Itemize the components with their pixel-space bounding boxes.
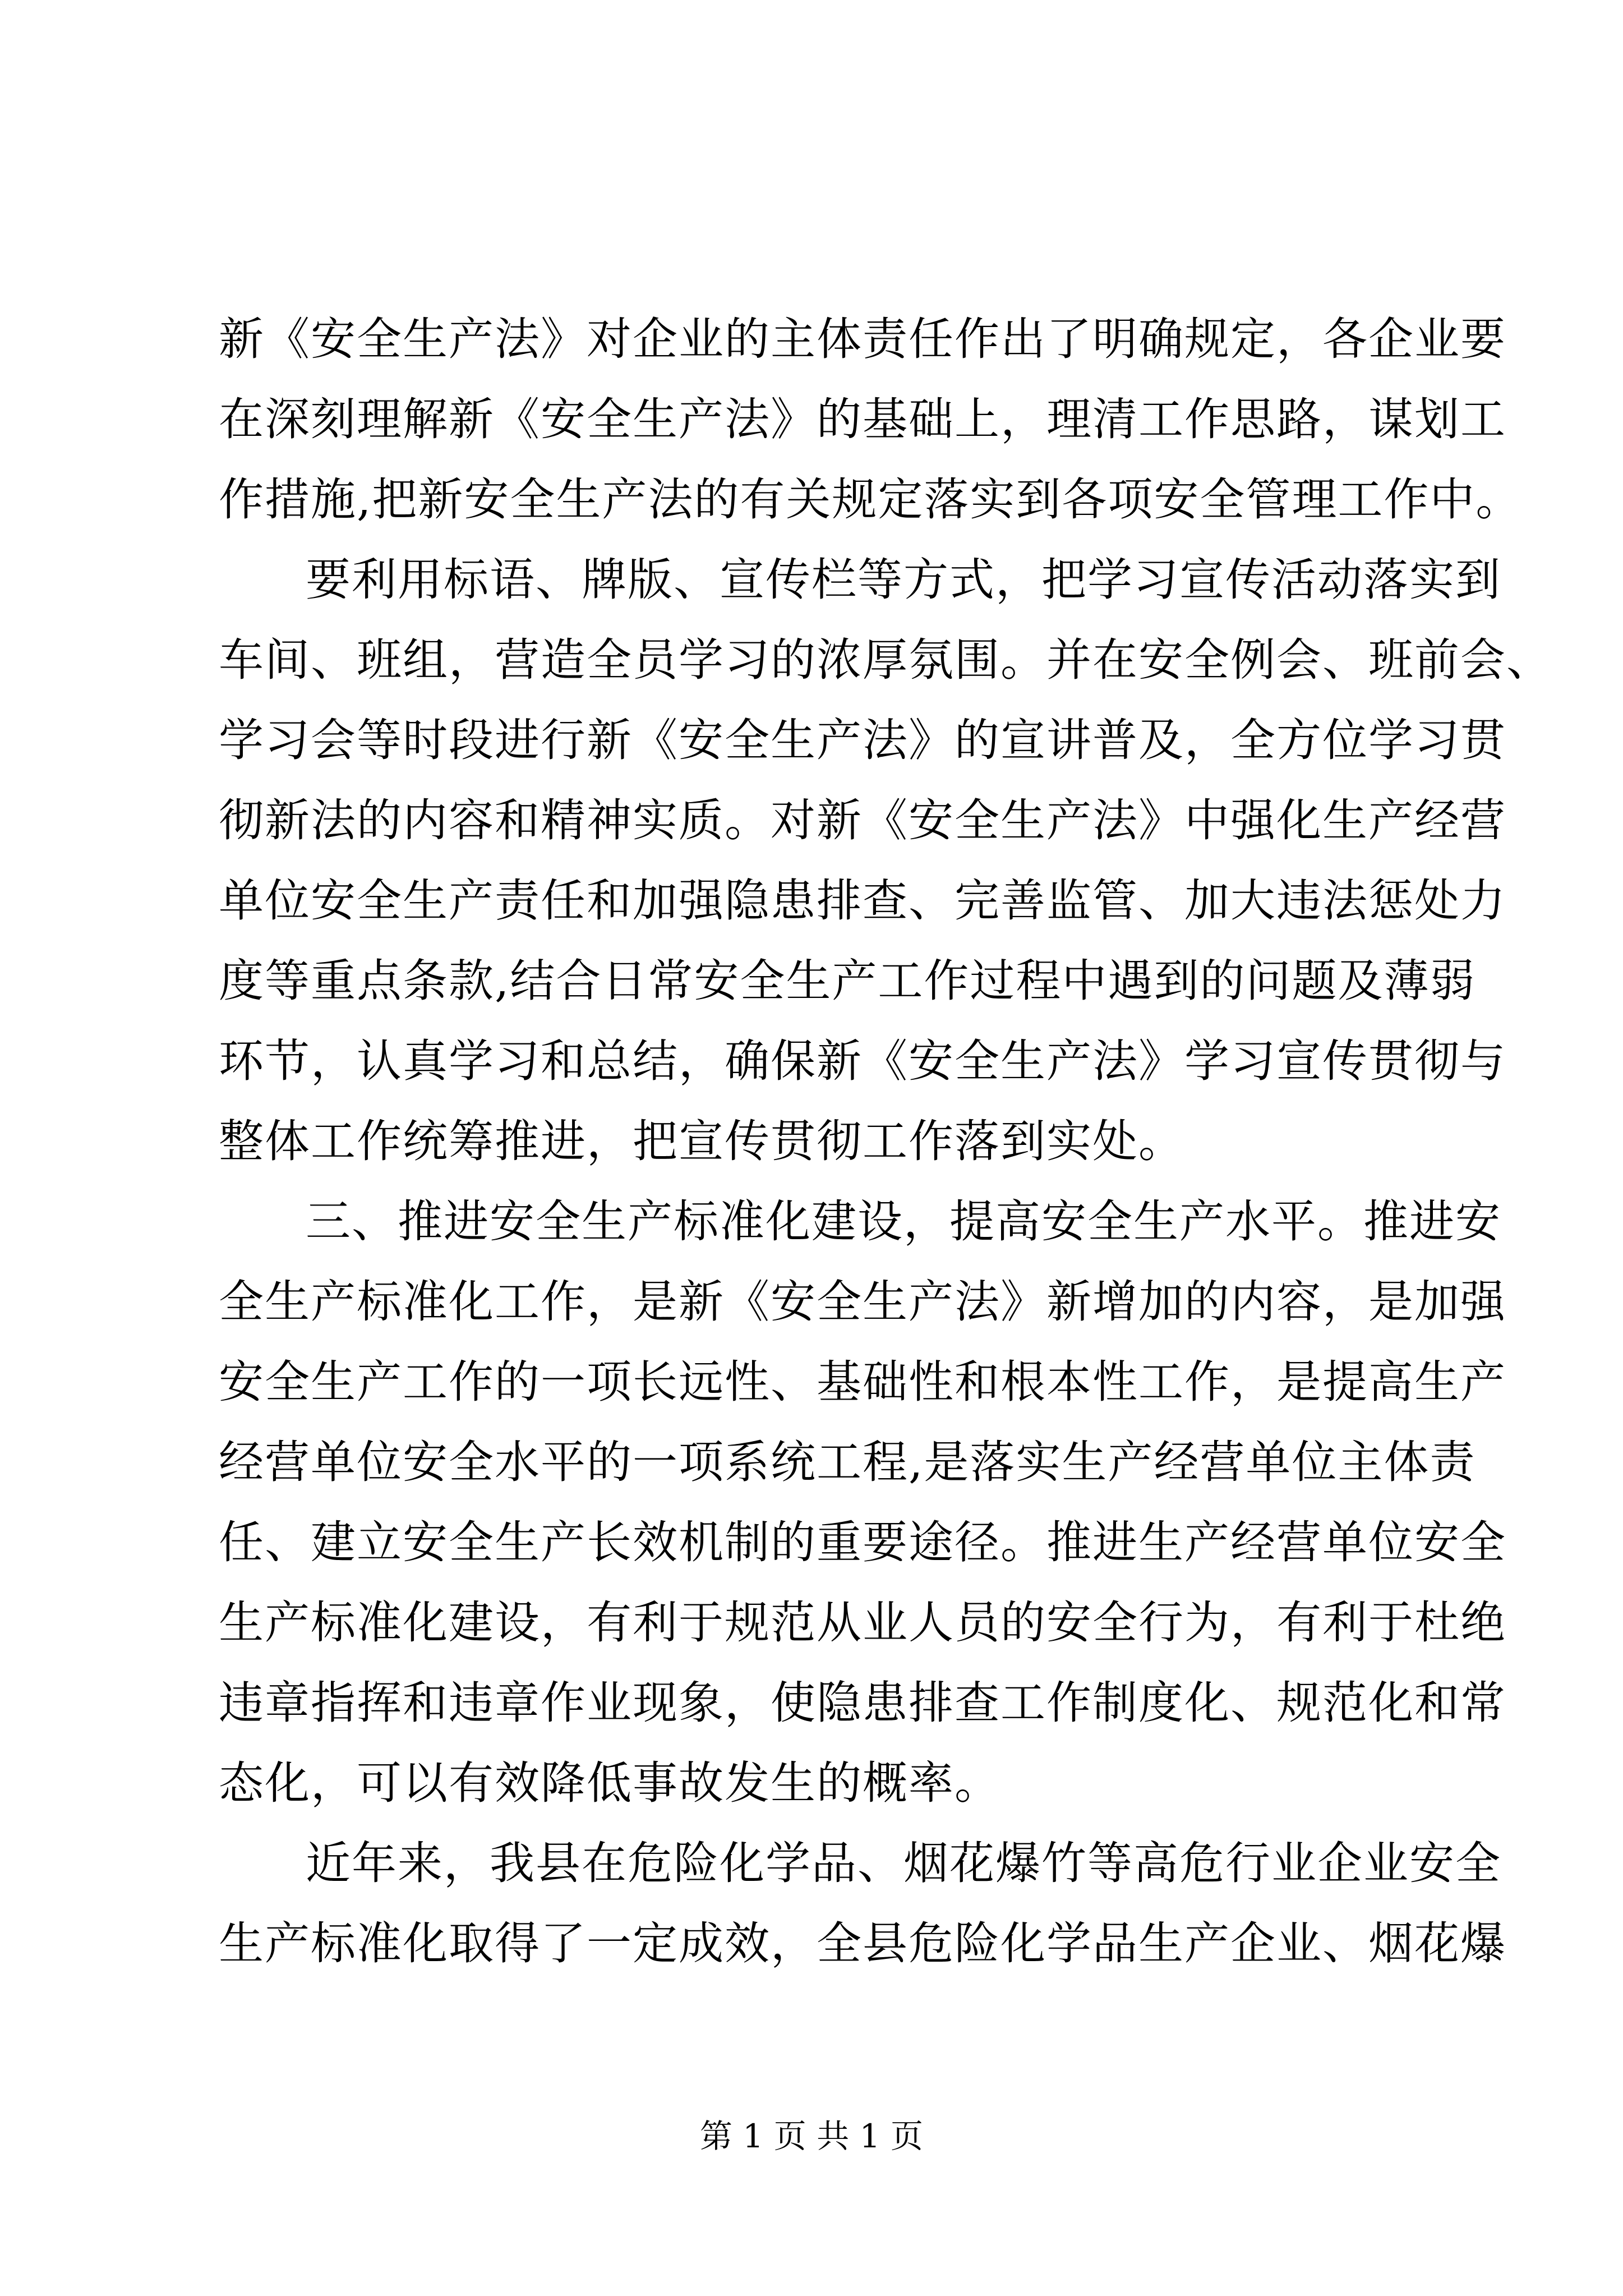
page-number-footer: 第 1 页 共 1 页 [700,2117,923,2155]
text-line: 任、建立安全生产长效机制的重要途径。推进生产经营单位安全 [219,1516,1506,1568]
text-line: 态化，可以有效降低事故发生的概率。 [219,1757,1000,1809]
text-line: 生产标准化取得了一定成效，全县危险化学品生产企业、烟花爆 [219,1917,1506,1970]
text-line: 在深刻理解新《安全生产法》的基础上，理清工作思路，谋划工 [219,393,1506,445]
paragraph-start-line: 三、推进安全生产标准化建设，提高安全生产水平。推进安 [306,1195,1501,1248]
text-line: 经营单位安全水平的一项系统工程,是落实生产经营单位主体责 [219,1436,1476,1488]
text-line: 生产标准化建设，有利于规范从业人员的安全行为，有利于杜绝 [219,1596,1506,1649]
text-line: 单位安全生产责任和加强隐患排查、完善监管、加大违法惩处力 [219,875,1506,927]
text-line: 新《安全生产法》对企业的主体责任作出了明确规定，各企业要 [219,313,1506,365]
paragraph-start-line: 要利用标语、牌版、宣传栏等方式，把学习宣传活动落实到 [306,554,1501,606]
text-line: 违章指挥和违章作业现象，使隐患排查工作制度化、规范化和常 [219,1677,1506,1729]
paragraph-start-line: 近年来，我县在危险化学品、烟花爆竹等高危行业企业安全 [306,1837,1501,1889]
text-line: 整体工作统筹推进，把宣传贯彻工作落到实处。 [219,1115,1184,1167]
text-line: 度等重点条款,结合日常安全生产工作过程中遇到的问题及薄弱 [219,955,1476,1007]
text-line: 安全生产工作的一项长远性、基础性和根本性工作，是提高生产 [219,1356,1506,1408]
text-line: 彻新法的内容和精神实质。对新《安全生产法》中强化生产经营 [219,794,1506,846]
text-line: 作措施,把新安全生产法的有关规定落实到各项安全管理工作中。 [219,473,1522,526]
text-line: 环节，认真学习和总结，确保新《安全生产法》学习宣传贯彻与 [219,1035,1506,1087]
text-line: 学习会等时段进行新《安全生产法》的宣讲普及，全方位学习贯 [219,714,1506,766]
text-line: 车间、班组，营造全员学习的浓厚氛围。并在安全例会、班前会、 [219,634,1552,686]
text-line: 全生产标准化工作，是新《安全生产法》新增加的内容，是加强 [219,1276,1506,1328]
